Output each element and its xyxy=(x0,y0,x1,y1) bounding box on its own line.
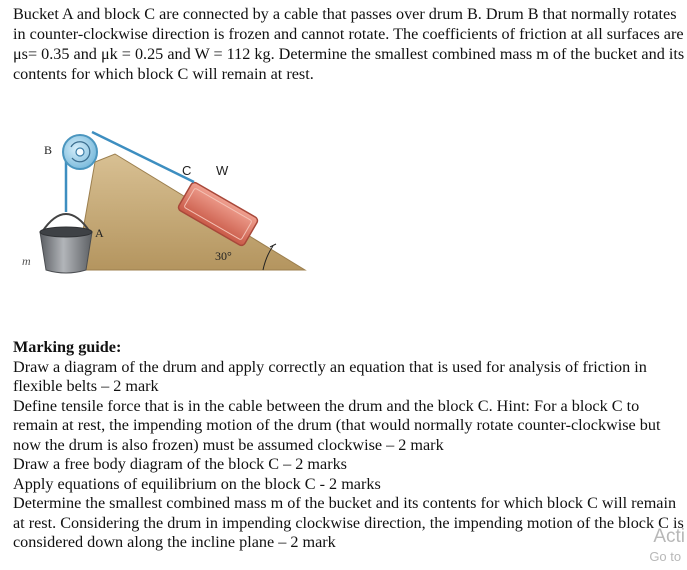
mechanism-figure xyxy=(0,120,330,320)
guide-item: Draw a free body diagram of the block C – 2 marks xyxy=(13,455,347,473)
block-label-w: W xyxy=(216,163,229,178)
problem-statement: Bucket A and block C are connected by a cable that passes over drum B. Drum B that normally rotates in counter-clockwise direction is frozen and cannot rotate. The coefficients of friction at all surfaces are μs= 0.35 and μk = 0.25 and W = 112 kg. Determine the smallest combined mass m of the bucket and its contents for which block C will remain at rest. xyxy=(13,5,685,83)
mass-label-m: m xyxy=(22,254,31,268)
guide-item: Define tensile force that is in the cable between the drum and the block C. Hint: For a block C to remain at rest, the impending motion of the drum (that would normally rotate counter-clockwise but now the drum is also frozen) must be assumed clockwise – 2 mark xyxy=(13,396,661,454)
marking-guide-heading: Marking guide: xyxy=(13,338,122,356)
guide-item: Apply equations of equilibrium on the block C - 2 marks xyxy=(13,474,381,493)
angle-label: 30° xyxy=(215,249,232,263)
marking-guide xyxy=(13,338,685,553)
bucket-a xyxy=(40,232,92,273)
guide-item: Draw a diagram of the drum and apply correctly an equation that is used for analysis of friction in flexible belts – 2 mark xyxy=(13,357,647,395)
drum-hub xyxy=(76,148,84,156)
drum-label-b: B xyxy=(44,143,53,157)
watermark-line-1: Acti xyxy=(653,526,685,547)
bucket-rim xyxy=(40,227,92,237)
block-label-c: C xyxy=(182,163,192,178)
watermark-line-2: Go to xyxy=(649,549,682,564)
guide-item: Determine the smallest combined mass m of the bucket and its contents for which block C will remain at rest. Considering the drum in impending clockwise direction, the impending motion of the block C is considered down along the incline plane – 2 mark xyxy=(13,494,684,551)
activation-watermark xyxy=(649,527,685,567)
bucket-label-a: A xyxy=(95,226,104,240)
